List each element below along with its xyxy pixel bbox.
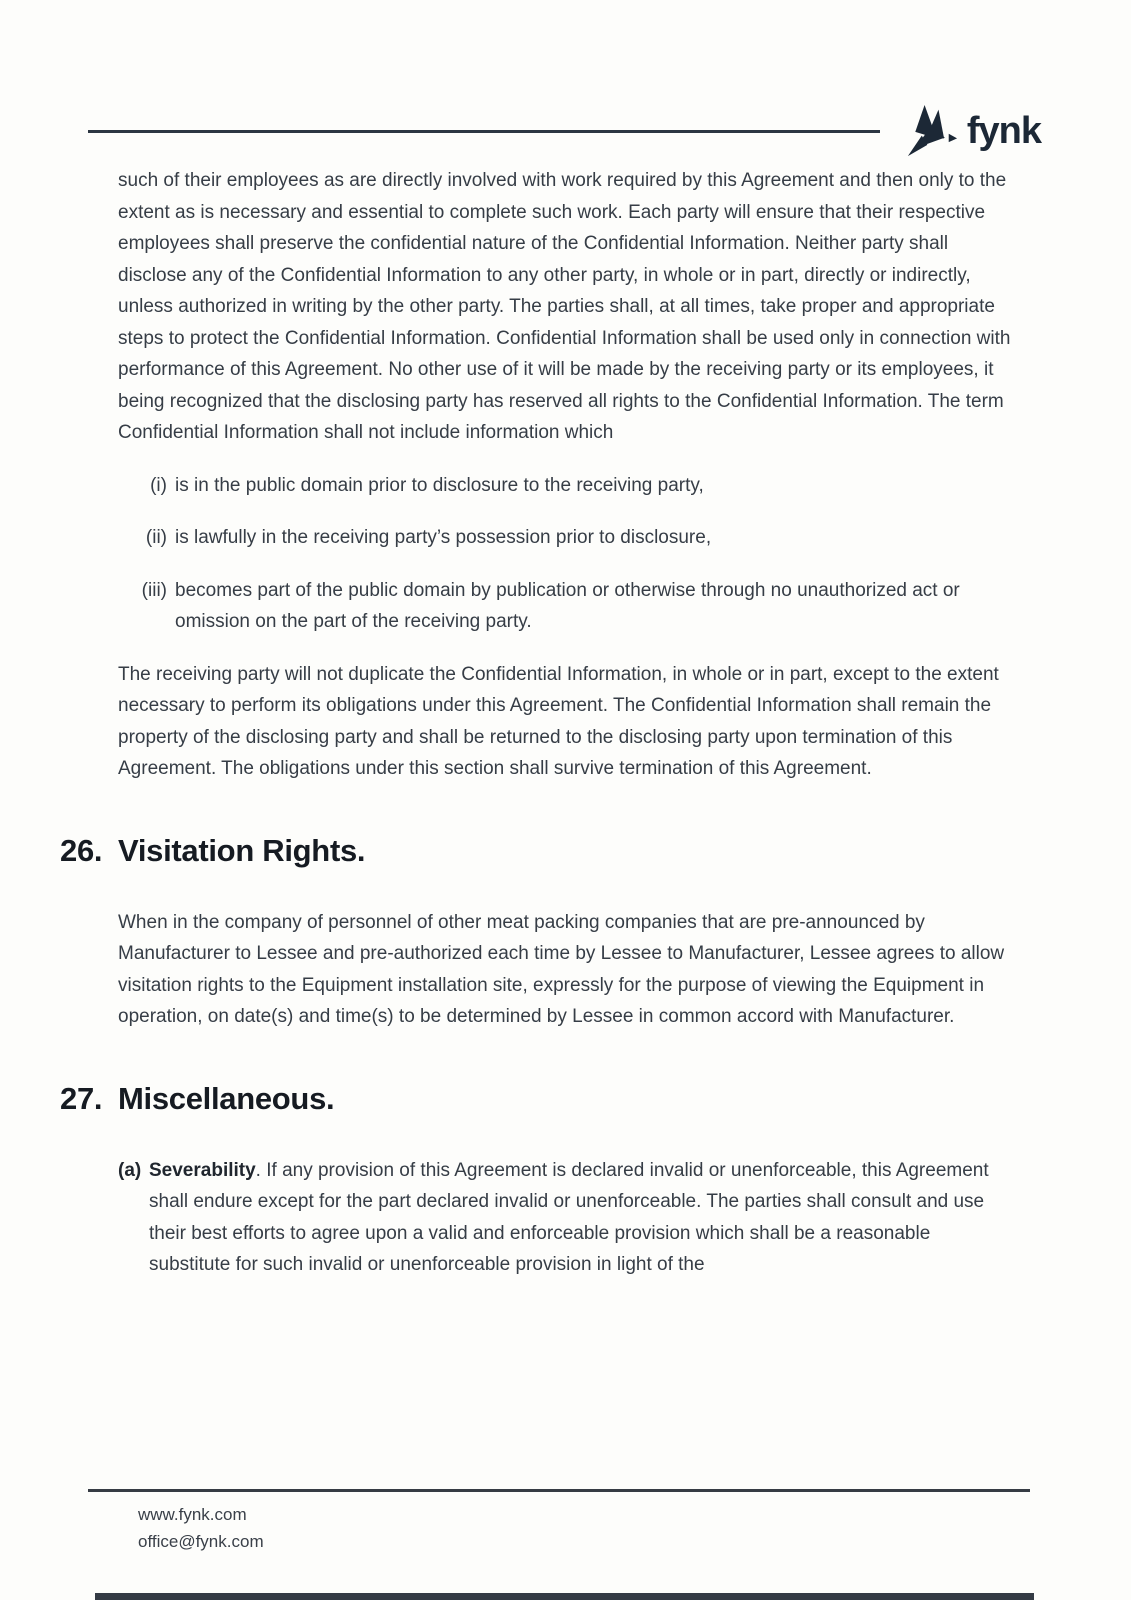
list-item [118,575,1015,638]
clause-marker: (a) [118,1159,142,1181]
list-marker: (iii) [141,579,167,601]
brand [906,103,1041,159]
section-visitation-rights [60,831,1015,1033]
page-header [88,97,1041,165]
roman-list [118,470,1015,638]
fynk-logo-icon [906,103,958,159]
paragraph-confidentiality: such of their employees as are directly involved with work required by this Agreement and then only to the extent as is necessary and essential to complete such work. Each party will ensure that their respective employees shall preserve the confidential nature of the Confidential Information. Neither party shall disclose any of the Confidential Information to any other party, in whole or in part, directly or indirectly, unless authorized in writing by the other party. The parties shall, at all times, take proper and appropriate steps to protect the Confidential Information. Confidential Information shall be used only in connection with performance of this Agreement. No other use of it will be made by the receiving party or its employees, it being recognized that the disclosing party has reserved all rights to the Confidential Information. The term Confidential Information shall not include information which [118,170,1011,443]
clause-label: Severability [149,1159,256,1181]
section-title: Miscellaneous. [118,1080,335,1116]
list-item [118,522,1015,554]
clause-body: . If any provision of this Agreement is declared invalid or unenforceable, this Agreement shall endure except for the part declared invalid or unenforceable. The parties shall consult and use their best efforts to agree upon a valid and enforceable provision which shall be a reasonable substitute for such invalid or unenforceable provision in light of the [149,1159,989,1275]
list-item-text: is lawfully in the receiving party’s possession prior to disclosure, [175,527,712,548]
section-miscellaneous [60,1079,1015,1281]
paragraph-no-duplication: The receiving party will not duplicate the Confidential Information, in whole or in part, except to the extent necessary to perform its obligations under this Agreement. The Confidential Information shall remain the property of the disclosing party and shall be returned to the disclosing party upon termination of this Agreement. The obligations under this section shall survive termination of this Agreement. [118,663,999,779]
header-rule [88,130,880,133]
section-heading [60,831,1015,871]
clause-text [149,1155,1015,1281]
footer-rule [88,1489,1030,1492]
section-number: 26. [60,832,103,868]
document-body [0,165,1131,1281]
brand-name: fynk [966,110,1041,152]
clause-severability [118,1155,1015,1281]
list-marker: (ii) [145,527,167,548]
list-item-text: becomes part of the public domain by publication or otherwise through no unauthorized act or omission on the part of the receiving party. [175,579,960,632]
page-bottom-edge [95,1593,1034,1600]
section-paragraph: When in the company of personnel of other meat packing companies that are pre-announced by Manufacturer to Lessee and pre-authorized each time by Lessee to Manufacturer, Lessee agrees to allow visitation rights to the Equipment installation site, expressly for the purpose of viewing the Equipment in operation, on date(s) and time(s) to be determined by Lessee in common accord with Manufacturer. [118,911,1005,1027]
page-footer [138,1501,264,1555]
section-title: Visitation Rights. [118,832,366,868]
section-number: 27. [60,1080,103,1116]
list-item-text: is in the public domain prior to disclosure to the receiving party, [175,474,704,496]
footer-website: www.fynk.com [138,1505,247,1524]
list-item [118,470,1015,502]
footer-email: office@fynk.com [138,1532,264,1551]
section-heading [60,1079,1015,1119]
list-marker: (i) [150,474,167,496]
